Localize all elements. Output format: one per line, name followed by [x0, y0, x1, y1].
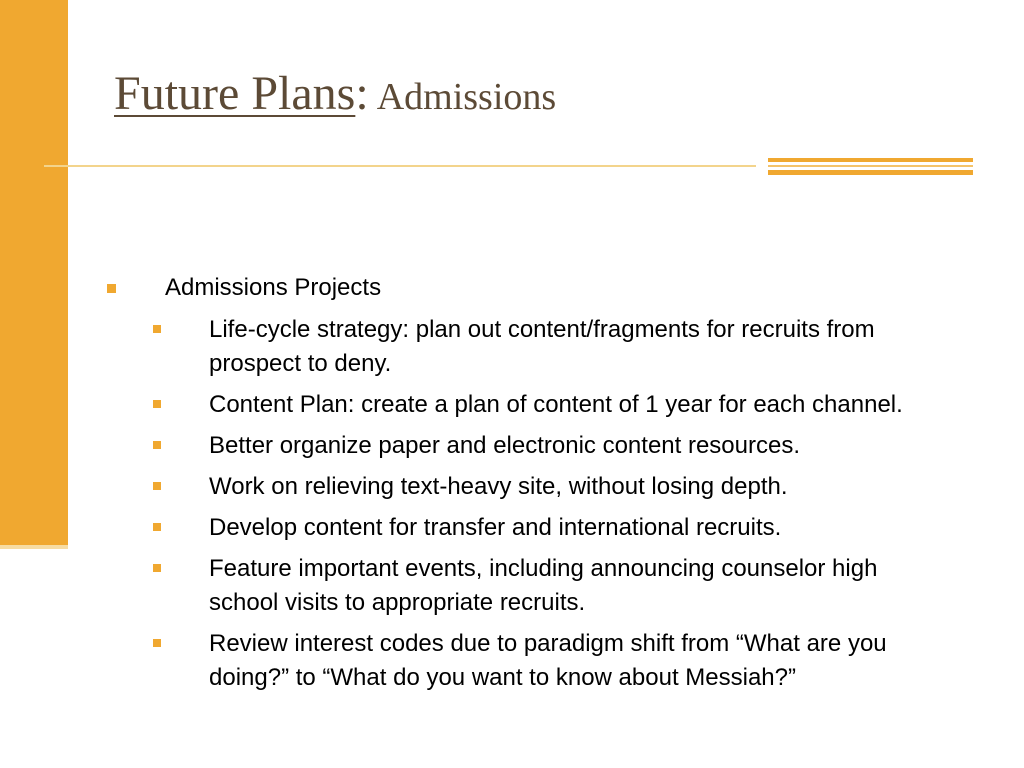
list-item — [0, 470, 949, 504]
list-item-text: Better organize paper and electronic content resources. — [209, 432, 801, 459]
list-item-text: Content Plan: create a plan of content of 1 year for each channel. — [209, 391, 903, 418]
title-divider-accent — [768, 158, 973, 178]
title-colon: : — [355, 67, 369, 120]
square-bullet-icon — [153, 523, 161, 531]
list-item-text: Develop content for transfer and international recruits. — [209, 514, 782, 541]
title-divider — [44, 165, 756, 167]
slide-body — [0, 270, 1024, 695]
square-bullet-icon — [153, 325, 161, 333]
square-bullet-icon — [153, 639, 161, 647]
list-item — [0, 552, 949, 620]
bullet-level1 — [0, 270, 1024, 306]
list-item — [0, 511, 949, 545]
square-bullet-icon — [153, 400, 161, 408]
list-item — [0, 627, 949, 695]
list-item-text: Review interest codes due to paradigm shift from “What are you doing?” to “What do you want to know about Messiah?” — [209, 630, 887, 691]
list-item — [0, 313, 949, 381]
square-bullet-icon — [153, 441, 161, 449]
list-item — [0, 388, 949, 422]
square-bullet-icon — [153, 564, 161, 572]
list-item-text: Work on relieving text-heavy site, without losing depth. — [209, 473, 788, 500]
title-subtitle: Admissions — [376, 76, 557, 118]
list-item-text: Feature important events, including announcing counselor high school visits to appropriate recruits. — [209, 555, 878, 616]
slide-title — [114, 66, 556, 121]
bullet-heading: Admissions Projects — [165, 274, 382, 301]
sub-bullet-list — [0, 313, 1024, 695]
list-item — [0, 429, 949, 463]
square-bullet-icon — [153, 482, 161, 490]
list-item-text: Life-cycle strategy: plan out content/fragments for recruits from prospect to deny. — [209, 316, 875, 377]
square-bullet-icon — [107, 284, 116, 293]
title-main: Future Plans — [114, 67, 356, 120]
